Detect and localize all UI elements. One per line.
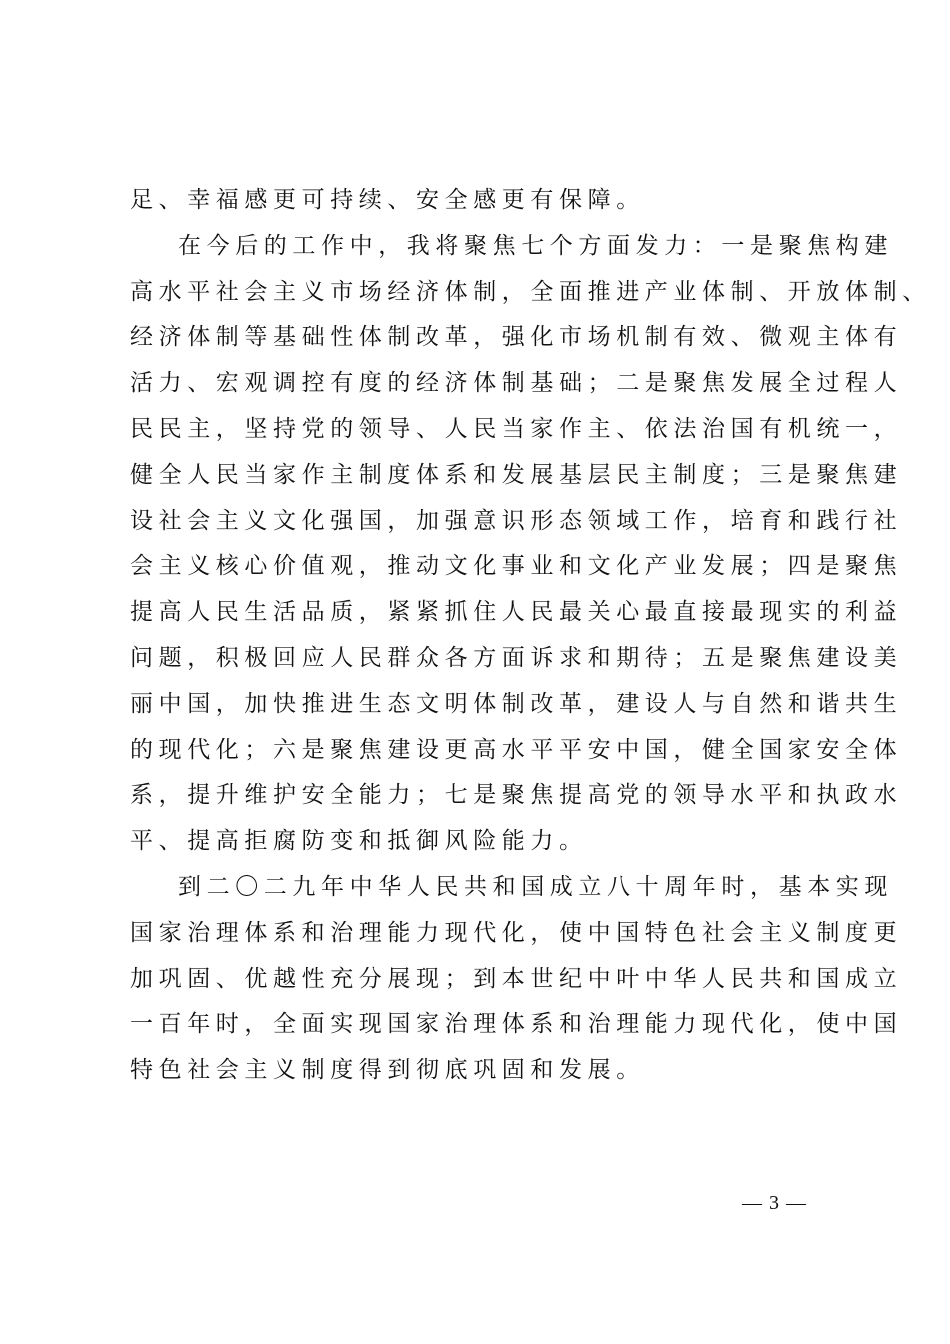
text-line: 提高人民生活品质，紧紧抓住人民最关心最直接最现实的利益	[130, 599, 903, 626]
text-line: 丽中国，加快推进生态文明体制改革，建设人与自然和谐共生	[130, 690, 903, 717]
text-line: 加巩固、优越性充分展现；到本世纪中叶中华人民共和国成立	[130, 965, 903, 992]
text-line: 高水平社会主义市场经济体制，全面推进产业体制、开放体制、	[130, 278, 931, 305]
text-line: 民民主，坚持党的领导、人民当家作主、依法治国有机统一，	[130, 415, 903, 442]
paragraph-1	[130, 178, 834, 224]
paragraph-3	[130, 865, 903, 1094]
text-line: 经济体制等基础性体制改革，强化市场机制有效、微观主体有	[130, 324, 903, 351]
text-line: 会主义核心价值观，推动文化事业和文化产业发展；四是聚焦	[130, 553, 903, 580]
text-line: 问题，积极回应人民群众各方面诉求和期待；五是聚焦建设美	[130, 644, 903, 671]
text-line: 平、提高拒腐防变和抵御风险能力。	[130, 828, 588, 855]
document-body	[130, 178, 931, 1094]
text-line: 的现代化；六是聚焦建设更高水平平安中国，健全国家安全体	[130, 736, 903, 763]
page-number: — 3 —	[742, 1192, 807, 1214]
text-line: 活力、宏观调控有度的经济体制基础；二是聚焦发展全过程人	[130, 370, 903, 397]
text-line: 系，提升维护安全能力；七是聚焦提高党的领导水平和执政水	[130, 782, 903, 809]
text-line: 健全人民当家作主制度体系和发展基层民主制度；三是聚焦建	[130, 461, 903, 488]
text-line: 国家治理体系和治理能力现代化，使中国特色社会主义制度更	[130, 919, 903, 946]
text-line: 设社会主义文化强国，加强意识形态领域工作，培育和践行社	[130, 507, 903, 534]
text-line: 特色社会主义制度得到彻底巩固和发展。	[130, 1057, 645, 1084]
text-line: 足、幸福感更可持续、安全感更有保障。	[130, 187, 645, 213]
paragraph-2	[130, 224, 931, 865]
text-line: 在今后的工作中，我将聚焦七个方面发力：一是聚焦构建	[178, 232, 893, 259]
text-line: 一百年时，全面实现国家治理体系和治理能力现代化，使中国	[130, 1011, 903, 1038]
text-line: 到二〇二九年中华人民共和国成立八十周年时，基本实现	[178, 873, 893, 900]
